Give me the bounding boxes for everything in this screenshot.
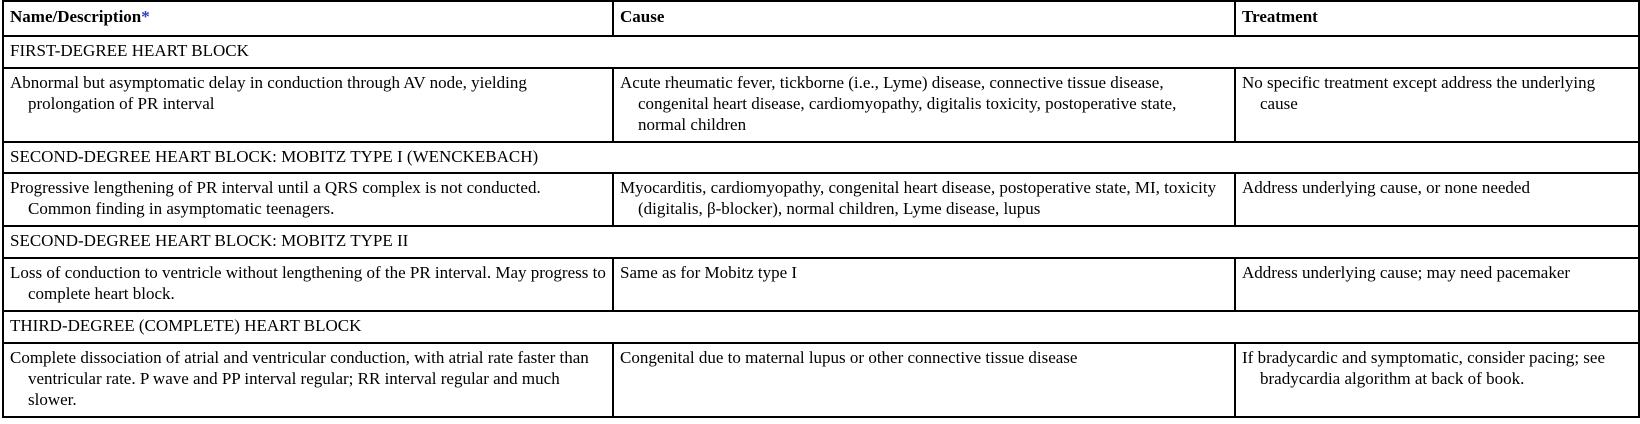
section-title-mobitz-type-ii: SECOND-DEGREE HEART BLOCK: MOBITZ TYPE II (3, 226, 1639, 258)
cell-treatment (1235, 258, 1639, 311)
column-header-name-label: Name/Description (10, 7, 142, 26)
cell-description (3, 343, 613, 417)
description-text: Loss of conduction to ventricle without lengthening of the PR interval. May progress to complete heart block. (10, 263, 606, 304)
treatment-text: Address underlying cause, or none needed (1242, 178, 1530, 198)
header-row (3, 1, 1639, 36)
section-header-row (3, 36, 1639, 68)
section-header-row (3, 311, 1639, 343)
treatment-text: Address underlying cause; may need pacemaker (1242, 263, 1571, 283)
table-row (3, 343, 1639, 417)
table-row (3, 68, 1639, 142)
description-text: Abnormal but asymptomatic delay in conduction through AV node, yielding prolongation of PR interval (10, 72, 527, 113)
cell-cause (613, 68, 1235, 142)
section-header-row (3, 226, 1639, 258)
table-row (3, 258, 1639, 311)
cell-description (3, 173, 613, 226)
cell-description (3, 68, 613, 142)
table-body (3, 36, 1639, 417)
section-title-first-degree: FIRST-DEGREE HEART BLOCK (3, 36, 1639, 68)
cell-cause (613, 343, 1235, 417)
cell-treatment (1235, 173, 1639, 226)
heart-block-table-container (2, 0, 1638, 418)
section-title-third-degree: THIRD-DEGREE (COMPLETE) HEART BLOCK (3, 311, 1639, 343)
description-text: Complete dissociation of atrial and ventricular conduction, with atrial rate faster than ventricular rate. P wave and PP interval regular; RR interval regular and much slower. (10, 347, 589, 409)
description-text: Progressive lengthening of PR interval until a QRS complex is not conducted. Common finding in asymptomatic teenagers. (10, 178, 541, 219)
cell-treatment (1235, 343, 1639, 417)
table-header (3, 1, 1639, 36)
section-header-row (3, 142, 1639, 174)
treatment-text: If bradycardic and symptomatic, consider pacing; see bradycardia algorithm at back of book. (1242, 347, 1606, 388)
cell-treatment (1235, 68, 1639, 142)
heart-block-table (2, 0, 1640, 418)
cause-text: Same as for Mobitz type I (620, 263, 798, 283)
treatment-text: No specific treatment except address the underlying cause (1242, 72, 1596, 113)
column-header-cause: Cause (613, 1, 1235, 36)
cause-text: Myocarditis, cardiomyopathy, congenital heart disease, postoperative state, MI, toxicity (digitalis, β-blocker), normal children, Lyme disease, lupus (620, 178, 1217, 219)
cause-text: Congenital due to maternal lupus or other connective tissue disease (620, 347, 1078, 367)
cell-description (3, 258, 613, 311)
cell-cause (613, 173, 1235, 226)
column-header-name-description (3, 1, 613, 36)
column-header-treatment: Treatment (1235, 1, 1639, 36)
section-title-mobitz-type-i: SECOND-DEGREE HEART BLOCK: MOBITZ TYPE I (WENCKEBACH) (3, 142, 1639, 174)
footnote-marker: * (141, 7, 150, 26)
cell-cause (613, 258, 1235, 311)
table-row (3, 173, 1639, 226)
cause-text: Acute rheumatic fever, tickborne (i.e., Lyme) disease, connective tissue disease, congenital heart disease, cardiomyopathy, digitalis toxicity, postoperative state, normal children (620, 72, 1177, 134)
